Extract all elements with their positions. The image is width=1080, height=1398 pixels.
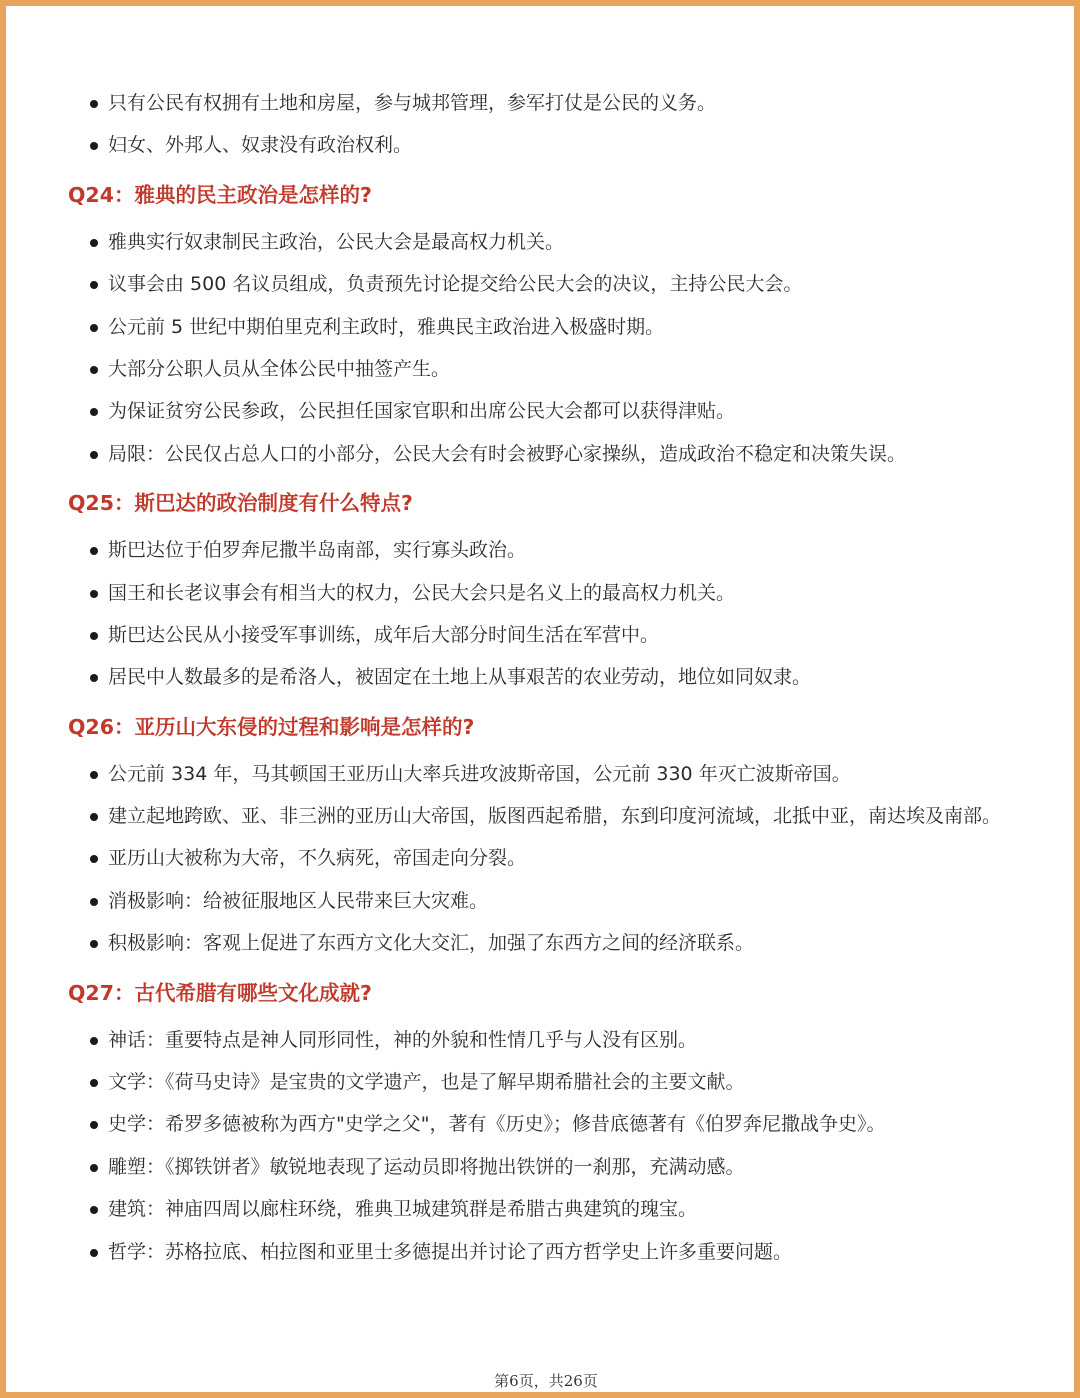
list-item: 公元前 334 年，马其顿国王亚历山大率兵进攻波斯帝国，公元前 330 年灭亡波斯帝国。 [68,753,1048,795]
list-item: 为保证贫穷公民参政，公民担任国家官职和出席公民大会都可以获得津贴。 [68,390,1048,432]
question-heading: Q24：雅典的民主政治是怎样的? [68,182,372,207]
intro-bullet-list [68,82,1048,167]
list-item: 斯巴达位于伯罗奔尼撒半岛南部，实行寡头政治。 [68,529,1048,571]
list-item: 史学：希罗多德被称为西方"史学之父"，著有《历史》；修昔底德著有《伯罗奔尼撒战争史》。 [68,1103,1048,1145]
section-q25 [68,477,1048,699]
list-item: 斯巴达公民从小接受军事训练，成年后大部分时间生活在军营中。 [68,614,1048,656]
list-item: 公元前 5 世纪中期伯里克利主政时，雅典民主政治进入极盛时期。 [68,306,1048,348]
list-item: 积极影响：客观上促进了东西方文化大交汇，加强了东西方之间的经济联系。 [68,922,1048,964]
list-item: 雅典实行奴隶制民主政治，公民大会是最高权力机关。 [68,221,1048,263]
list-item: 居民中人数最多的是希洛人，被固定在土地上从事艰苦的农业劳动，地位如同奴隶。 [68,656,1048,698]
list-item: 议事会由 500 名议员组成，负责预先讨论提交给公民大会的决议，主持公民大会。 [68,263,1048,305]
list-item: 局限：公民仅占总人口的小部分，公民大会有时会被野心家操纵，造成政治不稳定和决策失误。 [68,433,1048,475]
list-item: 消极影响：给被征服地区人民带来巨大灾难。 [68,880,1048,922]
question-heading: Q27：古代希腊有哪些文化成就? [68,980,372,1005]
list-item: 亚历山大被称为大帝，不久病死，帝国走向分裂。 [68,837,1048,879]
list-item: 大部分公职人员从全体公民中抽签产生。 [68,348,1048,390]
list-item: 国王和长老议事会有相当大的权力，公民大会只是名义上的最高权力机关。 [68,572,1048,614]
list-item: 建筑：神庙四周以廊柱环绕，雅典卫城建筑群是希腊古典建筑的瑰宝。 [68,1188,1048,1230]
list-item: 建立起地跨欧、亚、非三洲的亚历山大帝国，版图西起希腊，东到印度河流域，北抵中亚，南达埃及南部。 [68,795,1048,837]
list-item: 哲学：苏格拉底、柏拉图和亚里士多德提出并讨论了西方哲学史上许多重要问题。 [68,1231,1048,1273]
list-item: 神话：重要特点是神人同形同性，神的外貌和性情几乎与人没有区别。 [68,1019,1048,1061]
section-q26 [68,701,1048,965]
page-number-footer: 第6页，共26页 [494,1372,598,1390]
list-item: 雕塑：《掷铁饼者》敏锐地表现了运动员即将抛出铁饼的一刹那，充满动感。 [68,1146,1048,1188]
question-heading: Q26：亚历山大东侵的过程和影响是怎样的? [68,714,475,739]
document-content [68,82,1048,1273]
question-heading: Q25：斯巴达的政治制度有什么特点? [68,491,413,516]
list-item: 只有公民有权拥有土地和房屋，参与城邦管理，参军打仗是公民的义务。 [68,82,1048,124]
section-q27 [68,967,1048,1273]
list-item: 妇女、外邦人、奴隶没有政治权利。 [68,124,1048,166]
list-item: 文学：《荷马史诗》是宝贵的文学遗产，也是了解早期希腊社会的主要文献。 [68,1061,1048,1103]
section-q24 [68,169,1048,475]
